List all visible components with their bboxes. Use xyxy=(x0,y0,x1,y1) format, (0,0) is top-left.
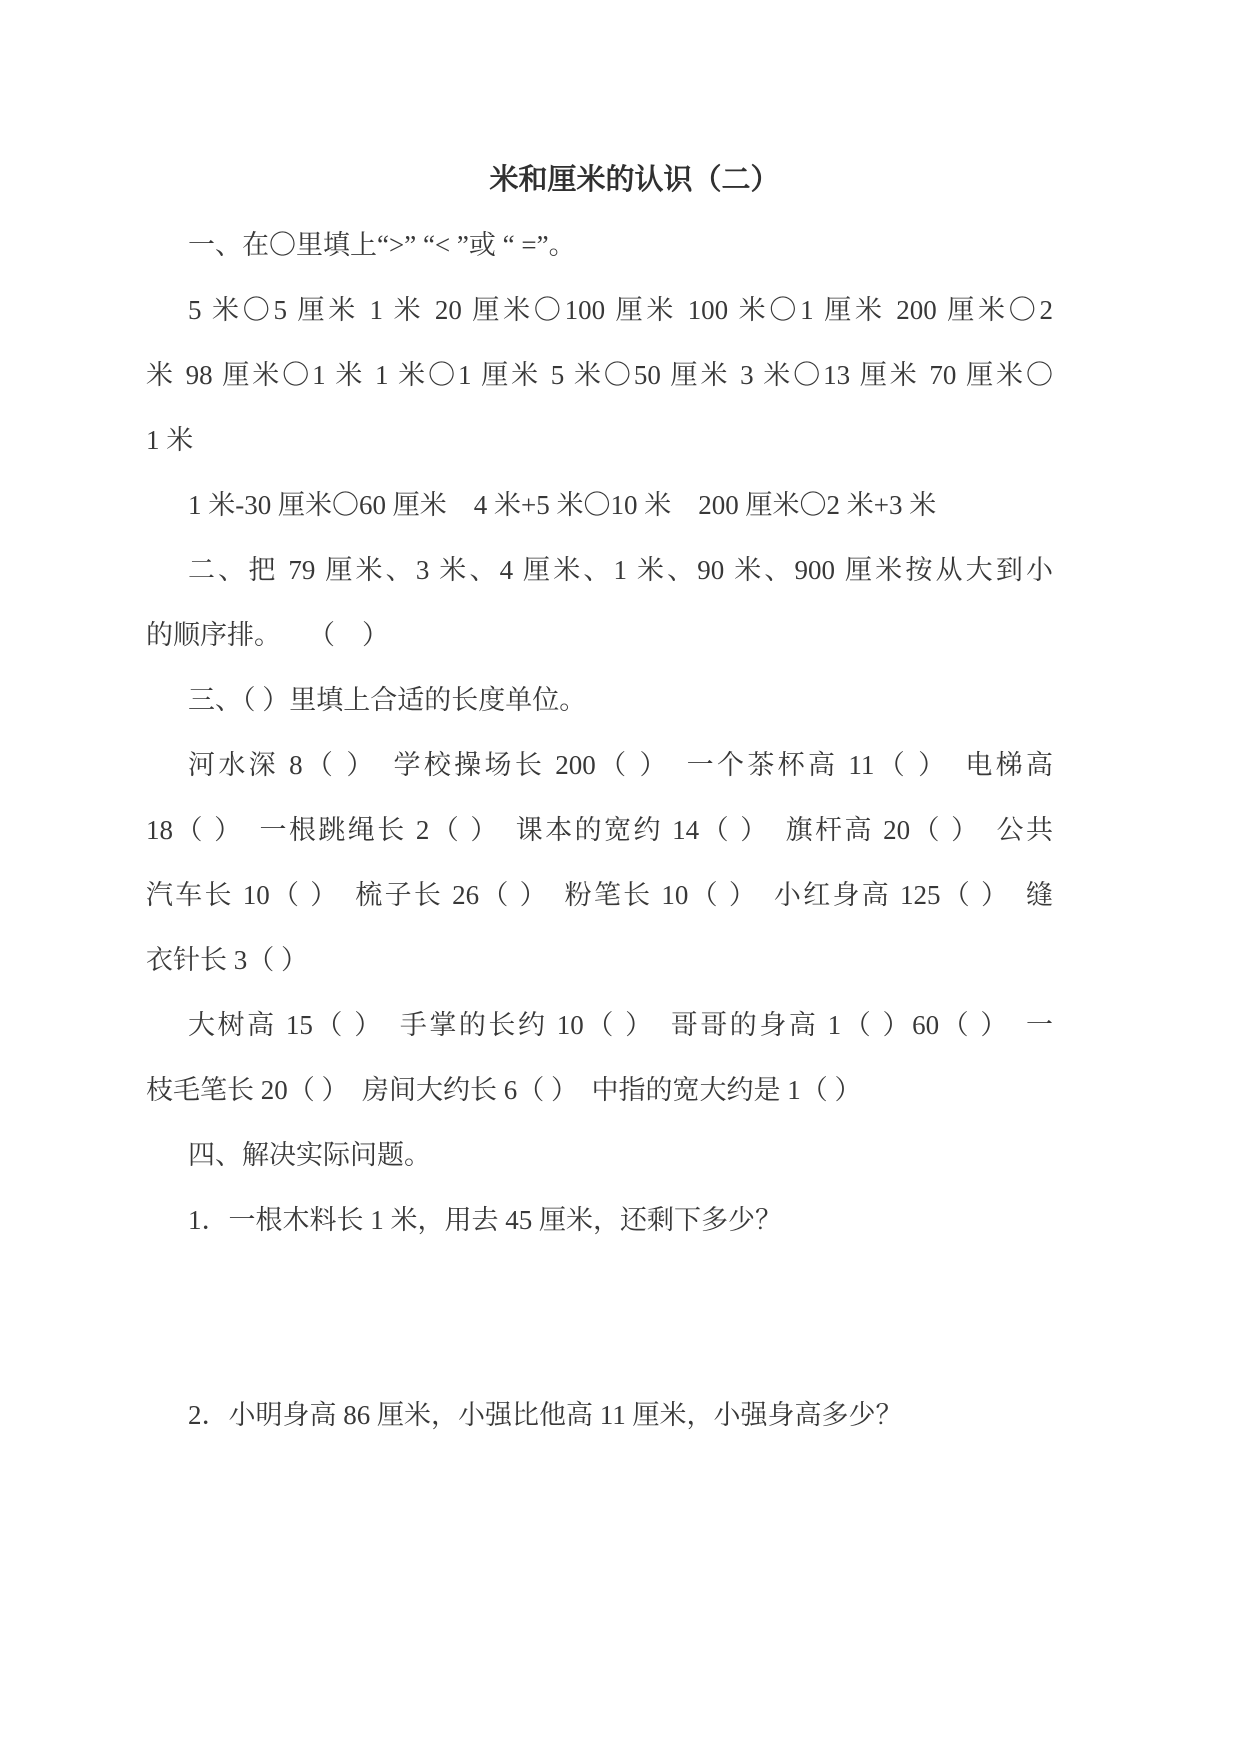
section-one-items-line-3: 1 米 xyxy=(146,425,194,455)
section-four-header: 四、解决实际问题。 xyxy=(188,1140,431,1170)
section-two-line-2: 的顺序排。 （ ） xyxy=(146,620,389,650)
section-three-para1-line-2: 18（ ） 一根跳绳长 2（ ） 课本的宽约 14（ ） 旗杆高 20（ ） 公共 xyxy=(146,815,1053,845)
section-three-para2-line-2: 枝毛笔长 20（ ） 房间大约长 6（ ） 中指的宽大约是 1（ ） xyxy=(146,1075,862,1105)
question-2: 2．小明身高 86 厘米，小强比他高 11 厘米，小强身高多少？ xyxy=(188,1400,903,1430)
section-one-items-line-2: 米 98 厘米〇1 米 1 米〇1 厘米 5 米〇50 厘米 3 米〇13 厘米 70 厘米〇 xyxy=(146,360,1053,390)
section-three-para2-line-1: 大树高 15（ ） 手掌的长约 10（ ） 哥哥的身高 1（ ）60（ ） 一 xyxy=(188,1010,1053,1040)
section-one-extra-line: 1 米-30 厘米〇60 厘米 4 米+5 米〇10 米 200 厘米〇2 米+3 米 xyxy=(188,490,937,520)
page-title: 米和厘米的认识（二） xyxy=(489,164,780,196)
section-one-header: 一、在〇里填上“>” “< ”或 “ =”。 xyxy=(188,230,576,260)
section-three-para1-line-4: 衣针长 3（ ） xyxy=(146,945,308,975)
section-one-items-line-1: 5 米〇5 厘米 1 米 20 厘米〇100 厘米 100 米〇1 厘米 200 厘米〇2 xyxy=(188,295,1053,325)
section-three-para1-line-3: 汽车长 10（ ） 梳子长 26（ ） 粉笔长 10（ ） 小红身高 125（ ） 缝 xyxy=(146,880,1053,910)
section-two-line-1: 二、把 79 厘米、3 米、4 厘米、1 米、90 米、900 厘米按从大到小 xyxy=(188,555,1053,585)
section-three-para1-line-1: 河水深 8（ ） 学校操场长 200（ ） 一个茶杯高 11（ ） 电梯高 xyxy=(188,750,1053,780)
question-1: 1．一根木料长 1 米，用去 45 厘米，还剩下多少？ xyxy=(188,1205,782,1235)
section-three-header: 三、（ ）里填上合适的长度单位。 xyxy=(188,685,587,715)
